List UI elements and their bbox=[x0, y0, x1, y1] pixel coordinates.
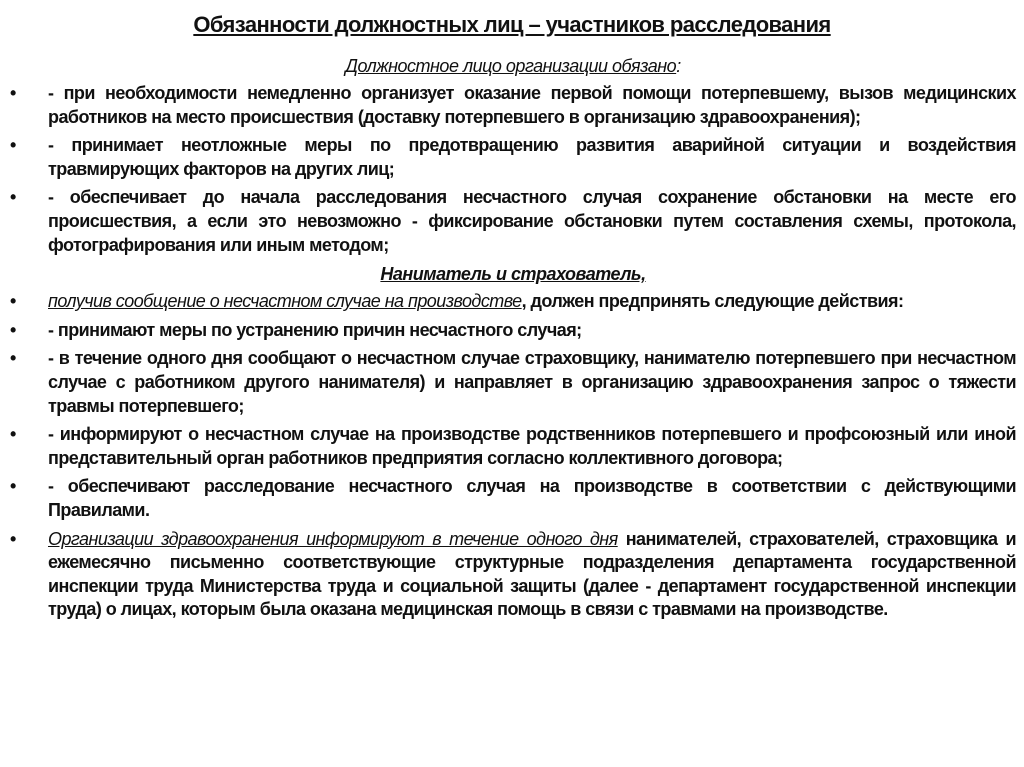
heading-colon: : bbox=[676, 56, 681, 76]
item-text: - в течение одного дня сообщают о несчастном случае страховщику, нанимателю потерпевшего при несчастном случае с работником другого нанимателя) и направляет в организацию здравоохранения запрос о тяжести травмы потерпевшего; bbox=[48, 348, 1016, 416]
item-text: - информируют о несчастном случае на производстве родственников потерпевшего и профсоюзный или иной представительный орган работников предприятия согласно коллективного договора; bbox=[48, 424, 1016, 468]
item-emphasis: Организации здравоохранения информируют в течение одного дня bbox=[48, 528, 618, 549]
bullet-icon: • bbox=[10, 135, 16, 156]
item-text: - обеспечивают расследование несчастного случая на производстве в соответствии с действующими Правилами. bbox=[48, 476, 1016, 520]
item-text: нанимателей, страхователей, страховщика и ежемесячно письменно соответствующие структурные подразделения департамента государственной инспекции труда Министерства труда и социальной защиты (далее - департамент государственной инспекции труда) о лицах, которым была оказана медицинская помощь в связи с травмами на производстве. bbox=[48, 528, 1016, 620]
page-title: Обязанности должностных лиц – участников расследования bbox=[193, 12, 831, 37]
bullet-icon: • bbox=[10, 187, 16, 208]
heading-text: Должностное лицо организации обязано bbox=[345, 56, 677, 76]
list-item bbox=[10, 423, 1016, 470]
bullet-icon: • bbox=[10, 83, 16, 103]
slide-body bbox=[10, 54, 1016, 627]
item-text: - обеспечивает до начала расследования несчастного случая сохранение обстановки на месте его происшествия, а если это невозможно - фиксирование обстановки путем составления схемы, протокола, фотографирования или иным методом; bbox=[48, 187, 1016, 255]
list-item bbox=[10, 82, 1016, 129]
list-item bbox=[10, 134, 1016, 181]
item-text: , должен предпринять следующие действия: bbox=[521, 291, 904, 312]
bullet-icon: • bbox=[10, 319, 16, 340]
list-item bbox=[10, 319, 1016, 343]
list-item bbox=[10, 528, 1016, 622]
list-item bbox=[10, 347, 1016, 418]
bullet-icon: • bbox=[10, 291, 16, 312]
bullet-icon: • bbox=[10, 528, 16, 549]
list-item bbox=[10, 475, 1016, 522]
heading-text: Наниматель и страхователь, bbox=[380, 264, 646, 285]
list-item bbox=[10, 186, 1016, 257]
section-heading-employer bbox=[10, 262, 1016, 286]
item-text: - при необходимости немедленно организует оказание первой помощи потерпевшему, вызов медицинских работников на место происшествия (доставку потерпевшего в организацию здравоохранения); bbox=[48, 83, 1016, 127]
bullet-icon: • bbox=[10, 348, 16, 369]
item-text: - принимает неотложные меры по предотвращению развития аварийной ситуации и воздействия травмирующих факторов на других лиц; bbox=[48, 135, 1016, 179]
item-emphasis: получив сообщение о несчастном случае на производстве bbox=[48, 291, 522, 312]
list-item bbox=[10, 290, 1016, 314]
section-heading-official bbox=[10, 54, 1016, 78]
bullet-icon: • bbox=[10, 424, 16, 445]
item-text: - принимают меры по устранению причин несчастного случая; bbox=[48, 319, 582, 340]
bullet-icon: • bbox=[10, 476, 16, 497]
